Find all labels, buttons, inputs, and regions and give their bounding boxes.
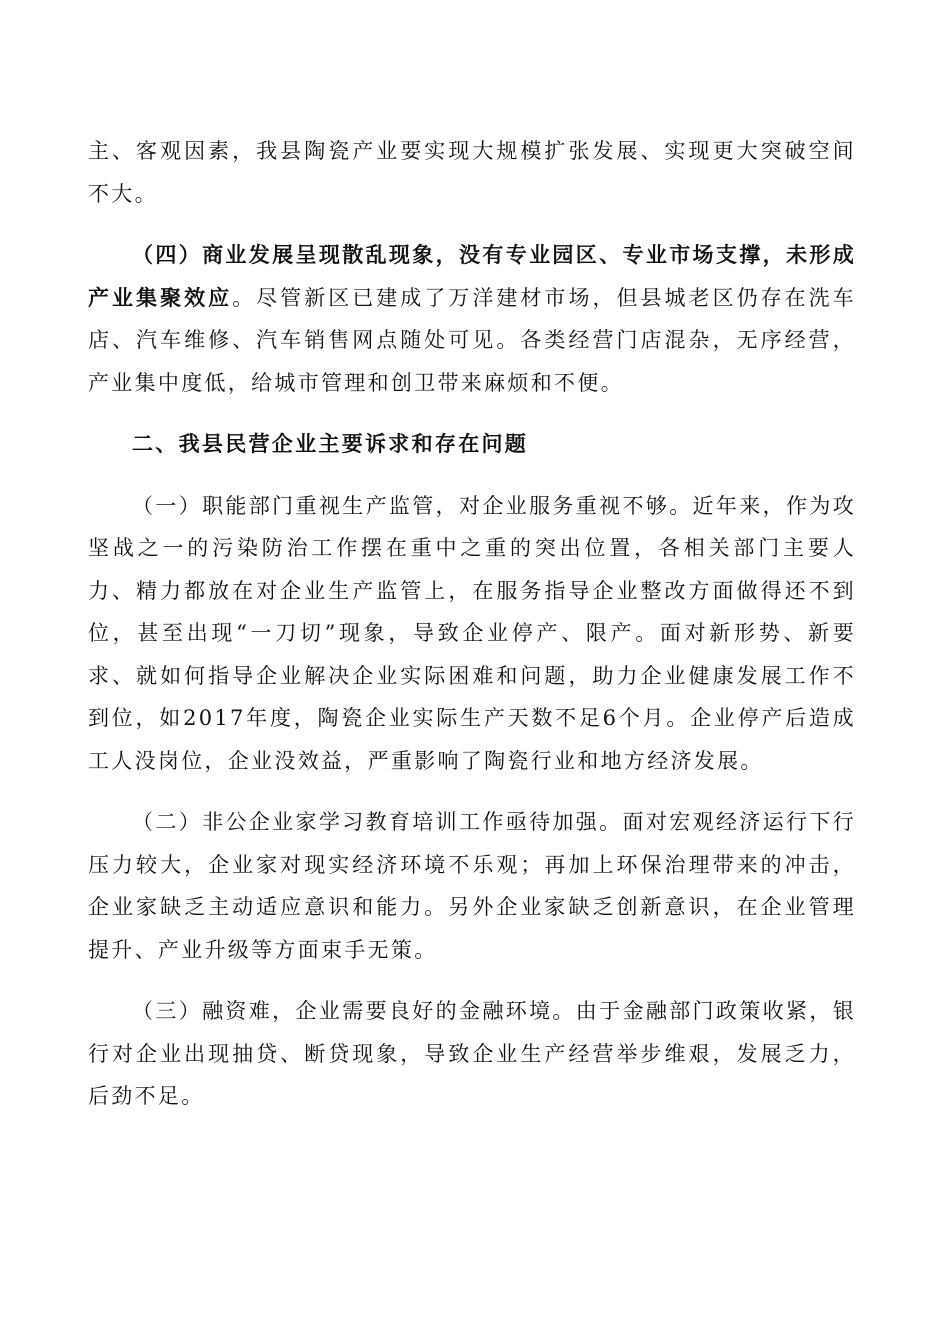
- paragraph-item-2: （二）非公企业家学习教育培训工作亟待加强。面对宏观经济运行下行压力较大，企业家对现实经济环境不乐观；再加上环保治理带来的冲击，企业家缺乏主动适应意识和能力。另外企业家缺乏创新意识，在企业管理提升、产业升级等方面束手无策。: [88, 810, 856, 962]
- document-page: [88, 130, 856, 1118]
- paragraph-continuation: 主、客观因素，我县陶瓷产业要实现大规模扩张发展、实现更大突破空间不大。: [88, 139, 856, 206]
- paragraph-item-3: （三）融资难，企业需要良好的金融环境。由于金融部门政策收紧，银行对企业出现抽贷、断贷现象，导致企业生产经营举步维艰，发展乏力，后劲不足。: [88, 999, 856, 1108]
- paragraph-commerce: [88, 234, 856, 404]
- section-heading-2: 二、我县民营企业主要诉求和存在问题: [132, 431, 529, 456]
- paragraph-commerce-lead: （四）商业发展呈现散乱现象，没有专业园区、专业市场支撑，未形成产业集聚效应: [88, 242, 856, 310]
- paragraph-commerce-body: 。尽管新区已建成了万洋建材市场，但县城老区仍存在洗车店、汽车维修、汽车销售网点随处可见。各类经营门店混杂，无序经营，产业集中度低，给城市管理和创卫带来麻烦和不便。: [88, 285, 856, 395]
- paragraph-item-1: （一）职能部门重视生产监管，对企业服务重视不够。近年来，作为攻坚战之一的污染防治工作摆在重中之重的突出位置，各相关部门主要人力、精力都放在对企业生产监管上，在服务指导企业整改方面做得还不到位，甚至出现“一刀切”现象，导致企业停产、限产。面对新形势、新要求、就如何指导企业解决企业实际困难和问题，助力企业健康发展工作不到位，如2017年度，陶瓷企业实际生产天数不足6个月。企业停产后造成工人没岗位，企业没效益，严重影响了陶瓷行业和地方经济发展。: [88, 493, 856, 773]
